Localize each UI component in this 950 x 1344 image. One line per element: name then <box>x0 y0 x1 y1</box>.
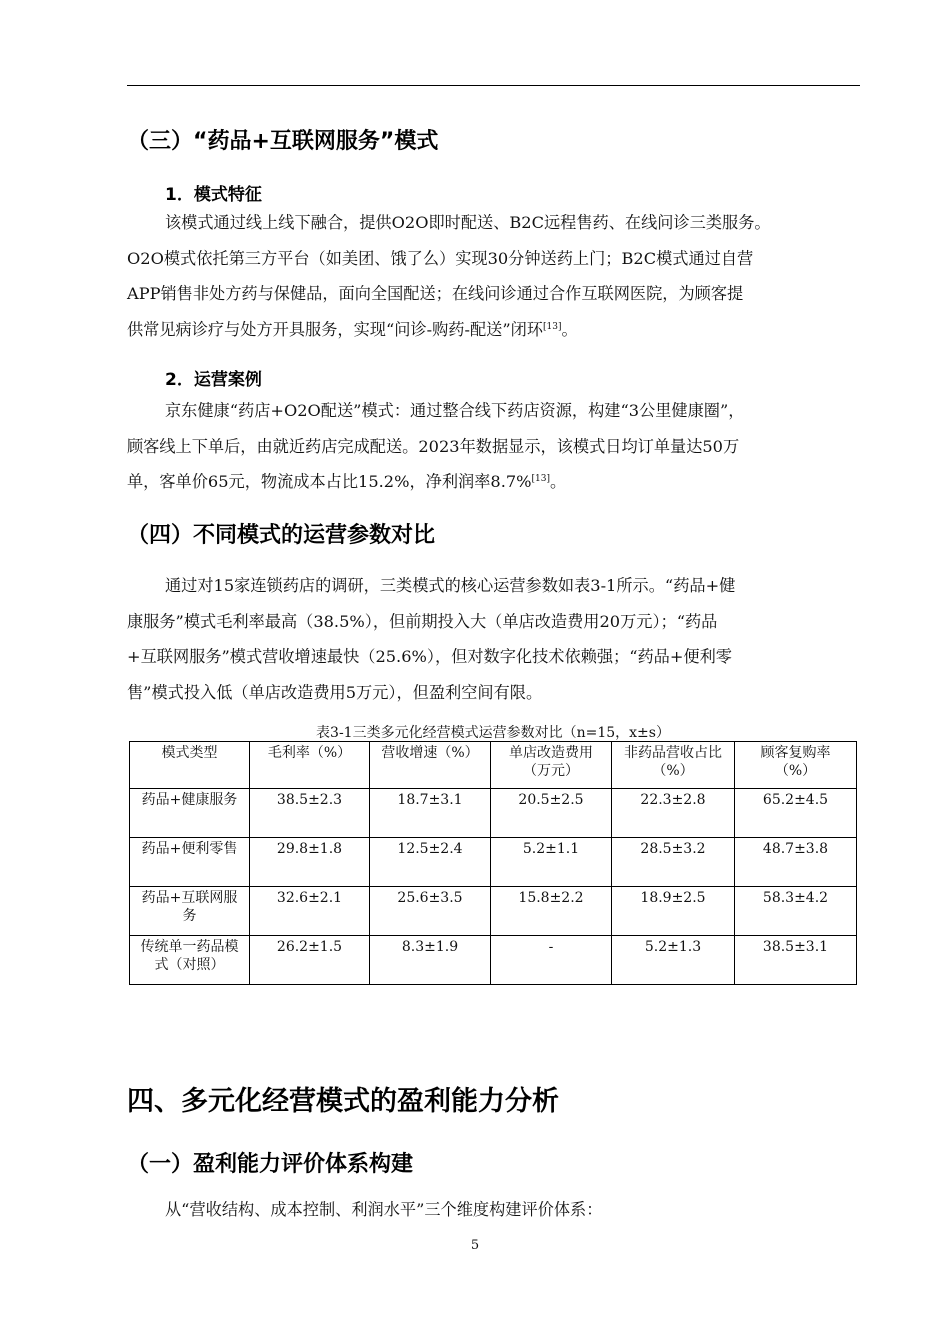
text-line: 康服务”模式毛利率最高（38.5%），但前期投入大（单店改造费用20万元）；“药品 <box>127 611 718 631</box>
table-cell: 22.3±2.8 <box>612 789 735 838</box>
paragraph-case <box>127 393 865 500</box>
cell-model-name: 药品+互联网服 务 <box>130 887 250 936</box>
text-line: APP销售非处方药与保健品，面向全国配送；在线问诊通过合作互联网医院，为顾客提 <box>127 284 744 303</box>
text-line: 单，客单价65元，物流成本占比15.2%，净利润率8.7% <box>127 472 532 491</box>
text-line-end: 。 <box>550 472 567 491</box>
table-row <box>130 789 857 838</box>
table-cell: 26.2±1.5 <box>250 936 370 985</box>
table-cell: 18.9±2.5 <box>612 887 735 936</box>
table-cell: 25.6±3.5 <box>370 887 491 936</box>
paragraph-comparison <box>127 568 865 710</box>
subheading-model-features: 1．模式特征 <box>165 185 262 205</box>
header-repurchase-rate: 顾客复购率 （%） <box>735 742 857 789</box>
table-caption: 表3-1三类多元化经营模式运营参数对比（n=15，x±s） <box>316 725 670 741</box>
text-line: +互联网服务”模式营收增速最快（25.6%），但对数字化技术依赖强；“药品+便利零 <box>127 647 732 666</box>
header-revenue-growth: 营收增速（%） <box>370 742 491 789</box>
paragraph-model-features <box>127 205 865 347</box>
table-cell: 5.2±1.1 <box>491 838 612 887</box>
header-rule <box>127 85 860 86</box>
table-cell: 20.5±2.5 <box>491 789 612 838</box>
citation-ref: [13] <box>543 321 562 332</box>
text-line: 从“营收结构、成本控制、利润水平”三个维度构建评价体系： <box>165 1200 603 1219</box>
table-cell: 29.8±1.8 <box>250 838 370 887</box>
table-cell: 65.2±4.5 <box>735 789 857 838</box>
table-cell: 38.5±3.1 <box>735 936 857 985</box>
table-cell: 48.7±3.8 <box>735 838 857 887</box>
table-cell: 5.2±1.3 <box>612 936 735 985</box>
table-row <box>130 838 857 887</box>
header-renovation-cost: 单店改造费用 （万元） <box>491 742 612 789</box>
text-line: 供常见病诊疗与处方开具服务，实现“问诊-购药-配送”闭环 <box>127 319 543 339</box>
chapter-heading-profitability: 四、多元化经营模式的盈利能力分析 <box>127 1086 559 1117</box>
table-row <box>130 887 857 936</box>
header-gross-margin: 毛利率（%） <box>250 742 370 789</box>
header-non-drug-share: 非药品营收占比 （%） <box>612 742 735 789</box>
text-line: O2O模式依托第三方平台（如美团、饿了么）实现30分钟送药上门；B2C模式通过自营 <box>127 248 754 268</box>
section-heading-evaluation-system: （一）盈利能力评价体系构建 <box>127 1152 414 1177</box>
table-row <box>130 936 857 985</box>
subheading-case: 2．运营案例 <box>165 370 262 390</box>
text-line: 通过对15家连锁药店的调研，三类模式的核心运营参数如表3-1所示。“药品+健 <box>165 576 736 595</box>
text-line: 该模式通过线上线下融合，提供O2O即时配送、B2C远程售药、在线问诊三类服务。 <box>165 213 771 232</box>
header-model-type: 模式类型 <box>130 742 250 789</box>
text-line: 京东健康“药店+O2O配送”模式：通过整合线下药店资源，构建“3公里健康圈”， <box>165 401 745 420</box>
table-cell: 8.3±1.9 <box>370 936 491 985</box>
cell-model-name: 药品+健康服务 <box>130 789 250 838</box>
parameter-table <box>129 741 857 985</box>
table-cell: - <box>491 936 612 985</box>
page-number: 5 <box>470 1238 480 1253</box>
table-header-row <box>130 742 857 789</box>
paragraph-evaluation <box>127 1192 865 1228</box>
text-line-end: 。 <box>561 319 578 339</box>
table-cell: 38.5±2.3 <box>250 789 370 838</box>
table-cell: 58.3±4.2 <box>735 887 857 936</box>
section-heading-internet-model: （三）“药品+互联网服务”模式 <box>127 129 439 154</box>
citation-ref: [13] <box>531 474 551 484</box>
table-cell: 28.5±3.2 <box>612 838 735 887</box>
text-line: 顾客线上下单后，由就近药店完成配送。2023年数据显示，该模式日均订单量达50万 <box>127 436 740 456</box>
table-cell: 32.6±2.1 <box>250 887 370 936</box>
table-cell: 18.7±3.1 <box>370 789 491 838</box>
cell-model-name: 传统单一药品模 式（对照） <box>130 936 250 985</box>
table-cell: 15.8±2.2 <box>491 887 612 936</box>
text-line: 售”模式投入低（单店改造费用5万元），但盈利空间有限。 <box>127 682 543 702</box>
cell-model-name: 药品+便利零售 <box>130 838 250 887</box>
table-cell: 12.5±2.4 <box>370 838 491 887</box>
section-heading-comparison: （四）不同模式的运营参数对比 <box>127 523 436 548</box>
